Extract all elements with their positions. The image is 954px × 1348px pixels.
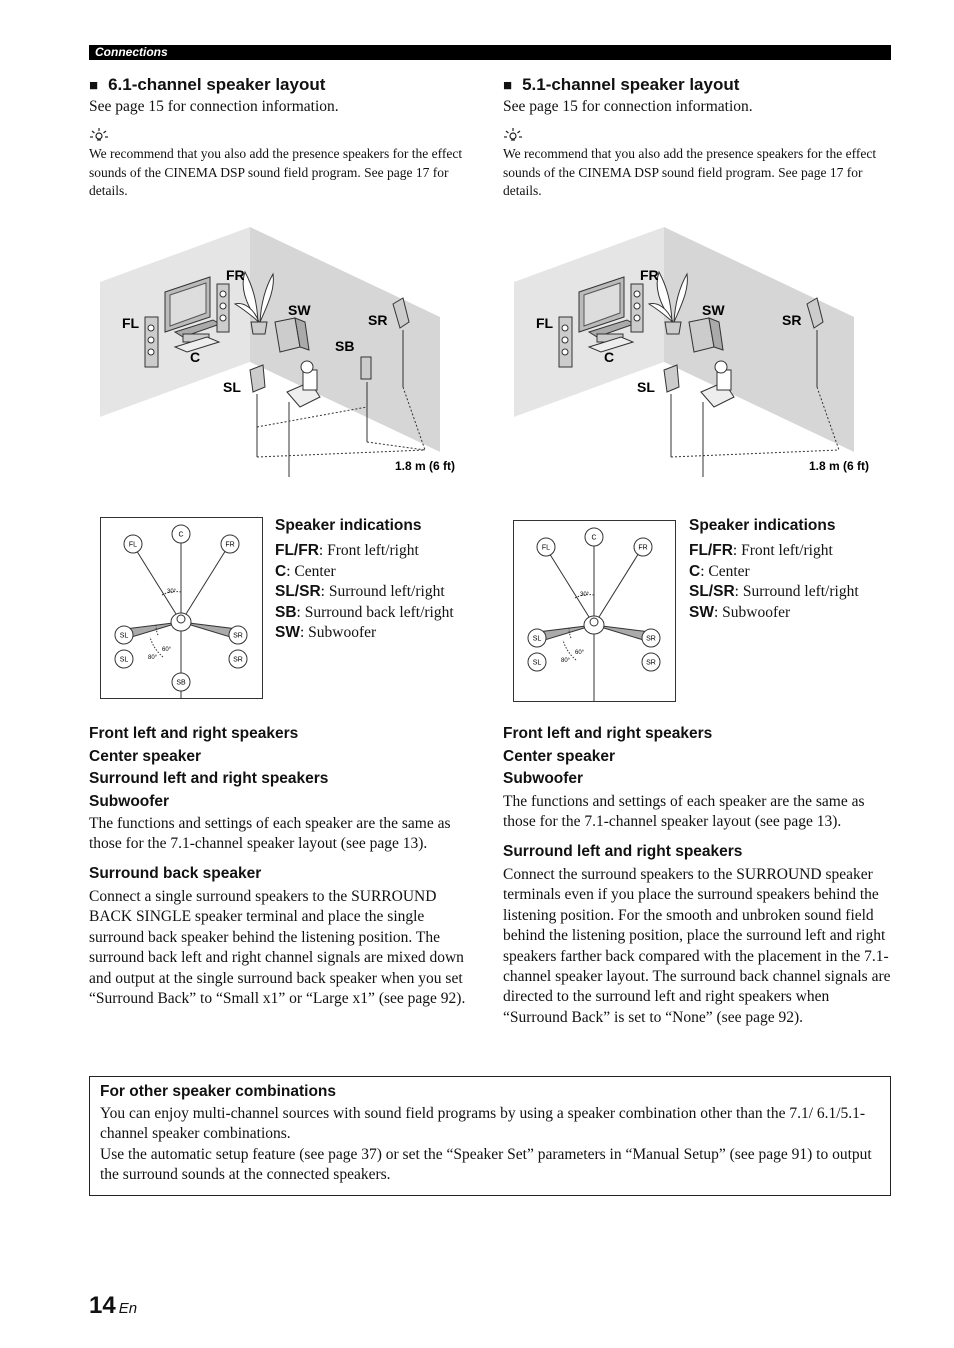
fl-speaker-icon: [559, 317, 572, 367]
right-tip-note: We recommend that you also add the presence speakers for the effect sounds of the CINEMA DSP sound field program. See page 17 for details.: [503, 146, 877, 199]
angle-30: 30°: [580, 592, 590, 598]
angle-80: 80°: [148, 655, 158, 661]
surround-back-heading: Surround back speaker: [89, 865, 262, 882]
surround-lr-heading: Surround left and right speakers: [503, 843, 743, 860]
diagram-label-fl: FL: [541, 544, 551, 552]
room-label-sl: SL: [637, 379, 655, 395]
room-label-sb: SB: [335, 338, 355, 354]
sl-speaker-icon: [250, 365, 265, 392]
diagram-label-sr: SR: [646, 635, 656, 643]
room-label-fl: FL: [536, 315, 554, 331]
room-label-sr: SR: [782, 312, 802, 328]
diagram-label-fl: FL: [128, 541, 138, 549]
right-section-title: ■ 5.1-channel speaker layout: [503, 75, 740, 94]
sl-speaker-icon: [664, 365, 679, 392]
diagram-label-sl: SL: [119, 632, 129, 640]
room-label-sw: SW: [702, 302, 725, 318]
indication-item: SW: Subwoofer: [689, 603, 791, 621]
right-room-illustration: [509, 222, 889, 484]
diagram-label-sr: SR: [233, 632, 243, 640]
room-label-c: C: [604, 349, 615, 365]
diagram-label-sb: SB: [176, 679, 186, 687]
box-title: For other speaker combinations: [100, 1083, 336, 1100]
right-see-page: See page 15 for connection information.: [503, 98, 753, 115]
room-label-sw: SW: [288, 302, 311, 318]
room-label-c: C: [190, 349, 201, 365]
other-combinations-box: [89, 1076, 891, 1196]
diagram-label-c: C: [178, 531, 184, 539]
angle-30: 30°: [167, 589, 177, 595]
fr-speaker-icon: [631, 284, 643, 332]
tip-bulb-icon: [503, 127, 523, 143]
room-label-fl: FL: [122, 315, 140, 331]
diagram-label-sl-2: SL: [532, 659, 542, 667]
box-para-1: You can enjoy multi-channel sources with sound field programs by using a speaker combination other than the 7.1/ 6.1/5.1-channel speaker combinations.: [100, 1105, 866, 1143]
sb-speaker-icon: [361, 357, 371, 379]
left-tip-note: We recommend that you also add the presence speakers for the effect sounds of the CINEMA DSP sound field program. See page 17 for details.: [89, 146, 463, 199]
room-label-fr: FR: [640, 267, 659, 283]
room-label-sl: SL: [223, 379, 241, 395]
diagram-label-fr: FR: [638, 544, 648, 552]
angle-60: 60°: [162, 647, 172, 653]
tip-bulb-icon: [89, 127, 109, 143]
page-number: 14 En: [89, 1292, 138, 1319]
subwoofer-icon: [689, 318, 723, 352]
diagram-label-c: C: [591, 534, 597, 542]
square-bullet-icon: ■: [503, 77, 513, 94]
indication-item: SW: Subwoofer: [275, 624, 377, 641]
section-label: Connections: [95, 45, 168, 59]
angle-80: 80°: [561, 658, 571, 664]
left-see-page: See page 15 for connection information.: [89, 98, 339, 115]
left-para: The functions and settings of each speaker are the same as those for the 7.1-channel speaker layout (see page 13).: [89, 815, 451, 853]
left-room-illustration: [95, 222, 475, 484]
indication-item: C: Center: [689, 562, 750, 580]
left-speaker-angle-diagram: [100, 517, 263, 699]
angle-60: 60°: [575, 650, 585, 656]
right-subheads: Front left and right speakers Center speaker Subwoofer: [503, 725, 713, 787]
room-label-sr: SR: [368, 312, 388, 328]
diagram-label-fr: FR: [225, 541, 235, 549]
surround-lr-para: Connect the surround speakers to the SURROUND speaker terminals even if you place the surround speakers behind the listening position. For the smooth and unbroken sound field behind the listening position, place the surround left and right speakers farther back compared with the placement in the 7.1-channel speaker layout. The surround back channel signals are directed to the surround left and right speakers when “Surround Back” is set to “None” (see page 92).: [503, 866, 891, 1026]
room-label-fr: FR: [226, 267, 245, 283]
surround-back-para: Connect a single surround speakers to the SURROUND BACK SINGLE speaker terminal and place the single surround back speaker behind the listening position. The surround back left and right channel signals are mixed down and output at the single surround back speaker when you set “Surround Back” to “Small x1” or “Large x1” (see page 92).: [89, 888, 466, 1008]
diagram-label-sl: SL: [532, 635, 542, 643]
room-label-height: 1.8 m (6 ft): [395, 459, 456, 473]
indication-item: C: Center: [275, 562, 336, 580]
room-label-height: 1.8 m (6 ft): [809, 459, 870, 473]
indication-item: SL/SR: Surround left/right: [689, 583, 859, 600]
right-para: The functions and settings of each speaker are the same as those for the 7.1-channel speaker layout (see page 13).: [503, 793, 865, 831]
diagram-label-sl-2: SL: [119, 656, 129, 664]
listener-top-icon: [584, 616, 604, 634]
left-speaker-indications: Speaker indications FL/FR: Front left/right C: Center SL/SR: Surround left/right SB: Surround back left/right SW: Subwoofer: [275, 515, 485, 644]
indication-item: FL/FR: Front left/right: [275, 542, 419, 559]
square-bullet-icon: ■: [89, 77, 99, 94]
left-section-title: ■ 6.1-channel speaker layout: [89, 75, 326, 94]
right-speaker-angle-diagram: [513, 520, 676, 702]
indication-item: FL/FR: Front left/right: [689, 542, 833, 559]
box-para-2: Use the automatic setup feature (see page 37) or set the “Speaker Set” parameters in “Manual Setup” (see page 91) to output the surround sounds at the connected speakers.: [100, 1146, 872, 1184]
indication-item: SB: Surround back left/right: [275, 603, 454, 621]
diagram-label-sr-2: SR: [646, 659, 656, 667]
fr-speaker-icon: [217, 284, 229, 332]
left-subheads: Front left and right speakers Center speaker Surround left and right speakers Subwoofer: [89, 725, 329, 810]
fl-speaker-icon: [145, 317, 158, 367]
listener-top-icon: [171, 613, 191, 631]
diagram-label-sr-2: SR: [233, 656, 243, 664]
subwoofer-icon: [275, 318, 309, 352]
header-bar: [89, 45, 891, 60]
indication-item: SL/SR: Surround left/right: [275, 583, 445, 600]
right-speaker-indications: Speaker indications FL/FR: Front left/right C: Center SL/SR: Surround left/right SW: Subwoofer: [689, 515, 889, 623]
